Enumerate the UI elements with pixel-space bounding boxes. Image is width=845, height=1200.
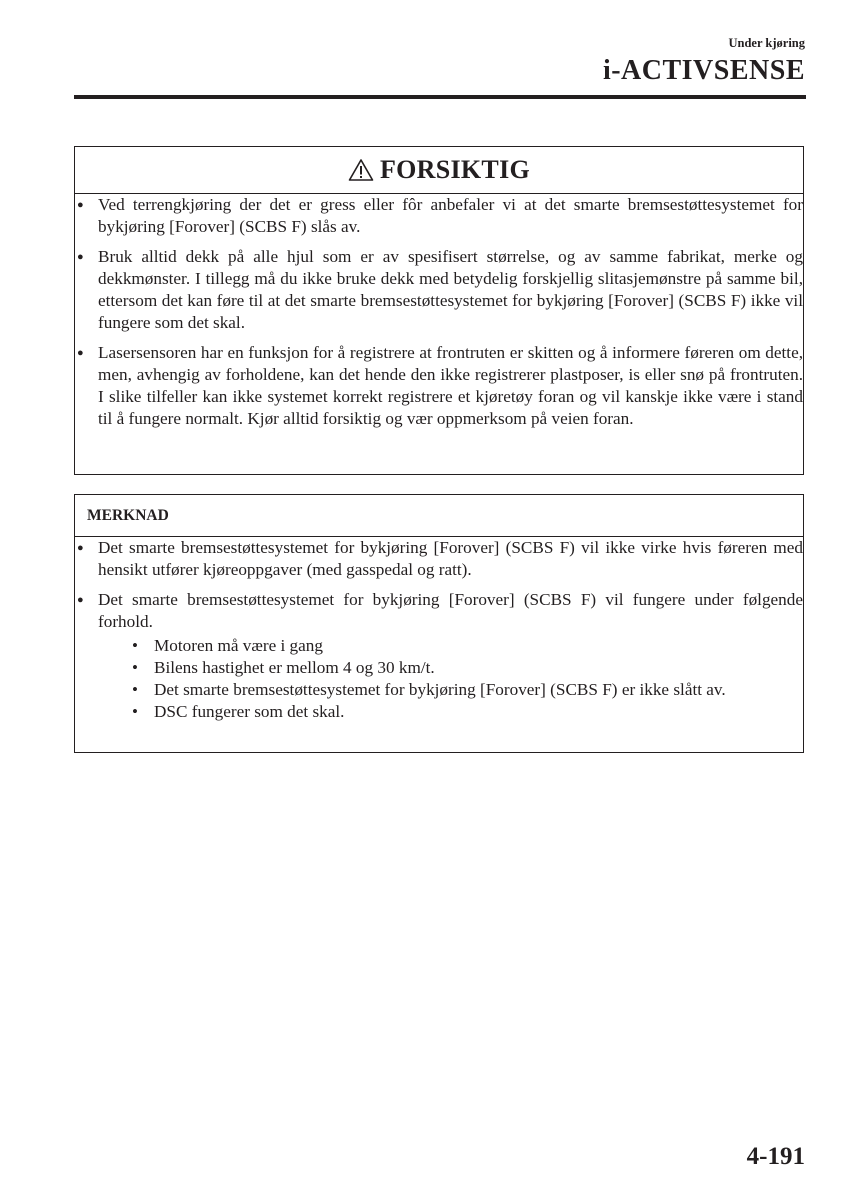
note-item: ● Det smarte bremsestøttesystemet for bykjøring [Forover] (SCBS F) vil ikke virke hvis føreren med hensikt utfører kjøreoppgaver (med gasspedal og ratt).: [75, 537, 803, 581]
note-box: [74, 494, 804, 753]
condition-item: • Motoren må være i gang: [130, 635, 803, 657]
condition-item: • DSC fungerer som det skal.: [130, 701, 803, 723]
caution-item: ● Ved terrengkjøring der det er gress eller fôr anbefaler vi at det smarte bremsestøttesystemet for bykjøring [Forover] (SCBS F) slås av.: [75, 194, 803, 238]
note-title: MERKNAD: [87, 506, 169, 524]
note-item-text: Det smarte bremsestøttesystemet for bykjøring [Forover] (SCBS F) vil fungere under følgende forhold.: [98, 590, 803, 631]
header-section-label: Under kjøring: [728, 36, 805, 50]
condition-item: • Det smarte bremsestøttesystemet for bykjøring [Forover] (SCBS F) er ikke slått av.: [130, 679, 803, 701]
caution-title: FORSIKTIG: [379, 155, 531, 184]
condition-item: • Bilens hastighet er mellom 4 og 30 km/t.: [130, 657, 803, 679]
note-list: [75, 537, 803, 723]
note-item: [75, 589, 803, 723]
page-number: 4-191: [746, 1143, 805, 1170]
page-title: i-ACTIVSENSE: [602, 55, 805, 86]
caution-box: [74, 146, 804, 475]
conditions-list: [98, 633, 803, 723]
warning-triangle-icon: [348, 158, 374, 182]
caution-item: ● Bruk alltid dekk på alle hjul som er av spesifisert størrelse, og av samme fabrikat, merke og dekkmønster. I tillegg må du ikke bruke dekk med betydelig forskjellig slitasjemønstre på samme bil, ettersom det kan føre til at det smarte bremsestøttesystemet for bykjøring [Forover] (SCBS F) ikke vil fungere som det skal.: [75, 246, 803, 334]
caution-item: ● Lasersensoren har en funksjon for å registrere at frontruten er skitten og å informere føreren om dette, men, avhengig av forholdene, kan det hende den ikke registrerer plastposer, is eller snø på frontruten. I slike tilfeller kan ikke systemet korrekt registrere et kjøretøy foran og vil kanskje ikke være i stand til å fungere normalt. Kjør alltid forsiktig og vær oppmerksom på veien foran.: [75, 342, 803, 430]
header-rule: [74, 95, 806, 99]
caution-list: [75, 194, 803, 430]
note-header: [75, 495, 803, 537]
caution-header: [75, 147, 803, 194]
